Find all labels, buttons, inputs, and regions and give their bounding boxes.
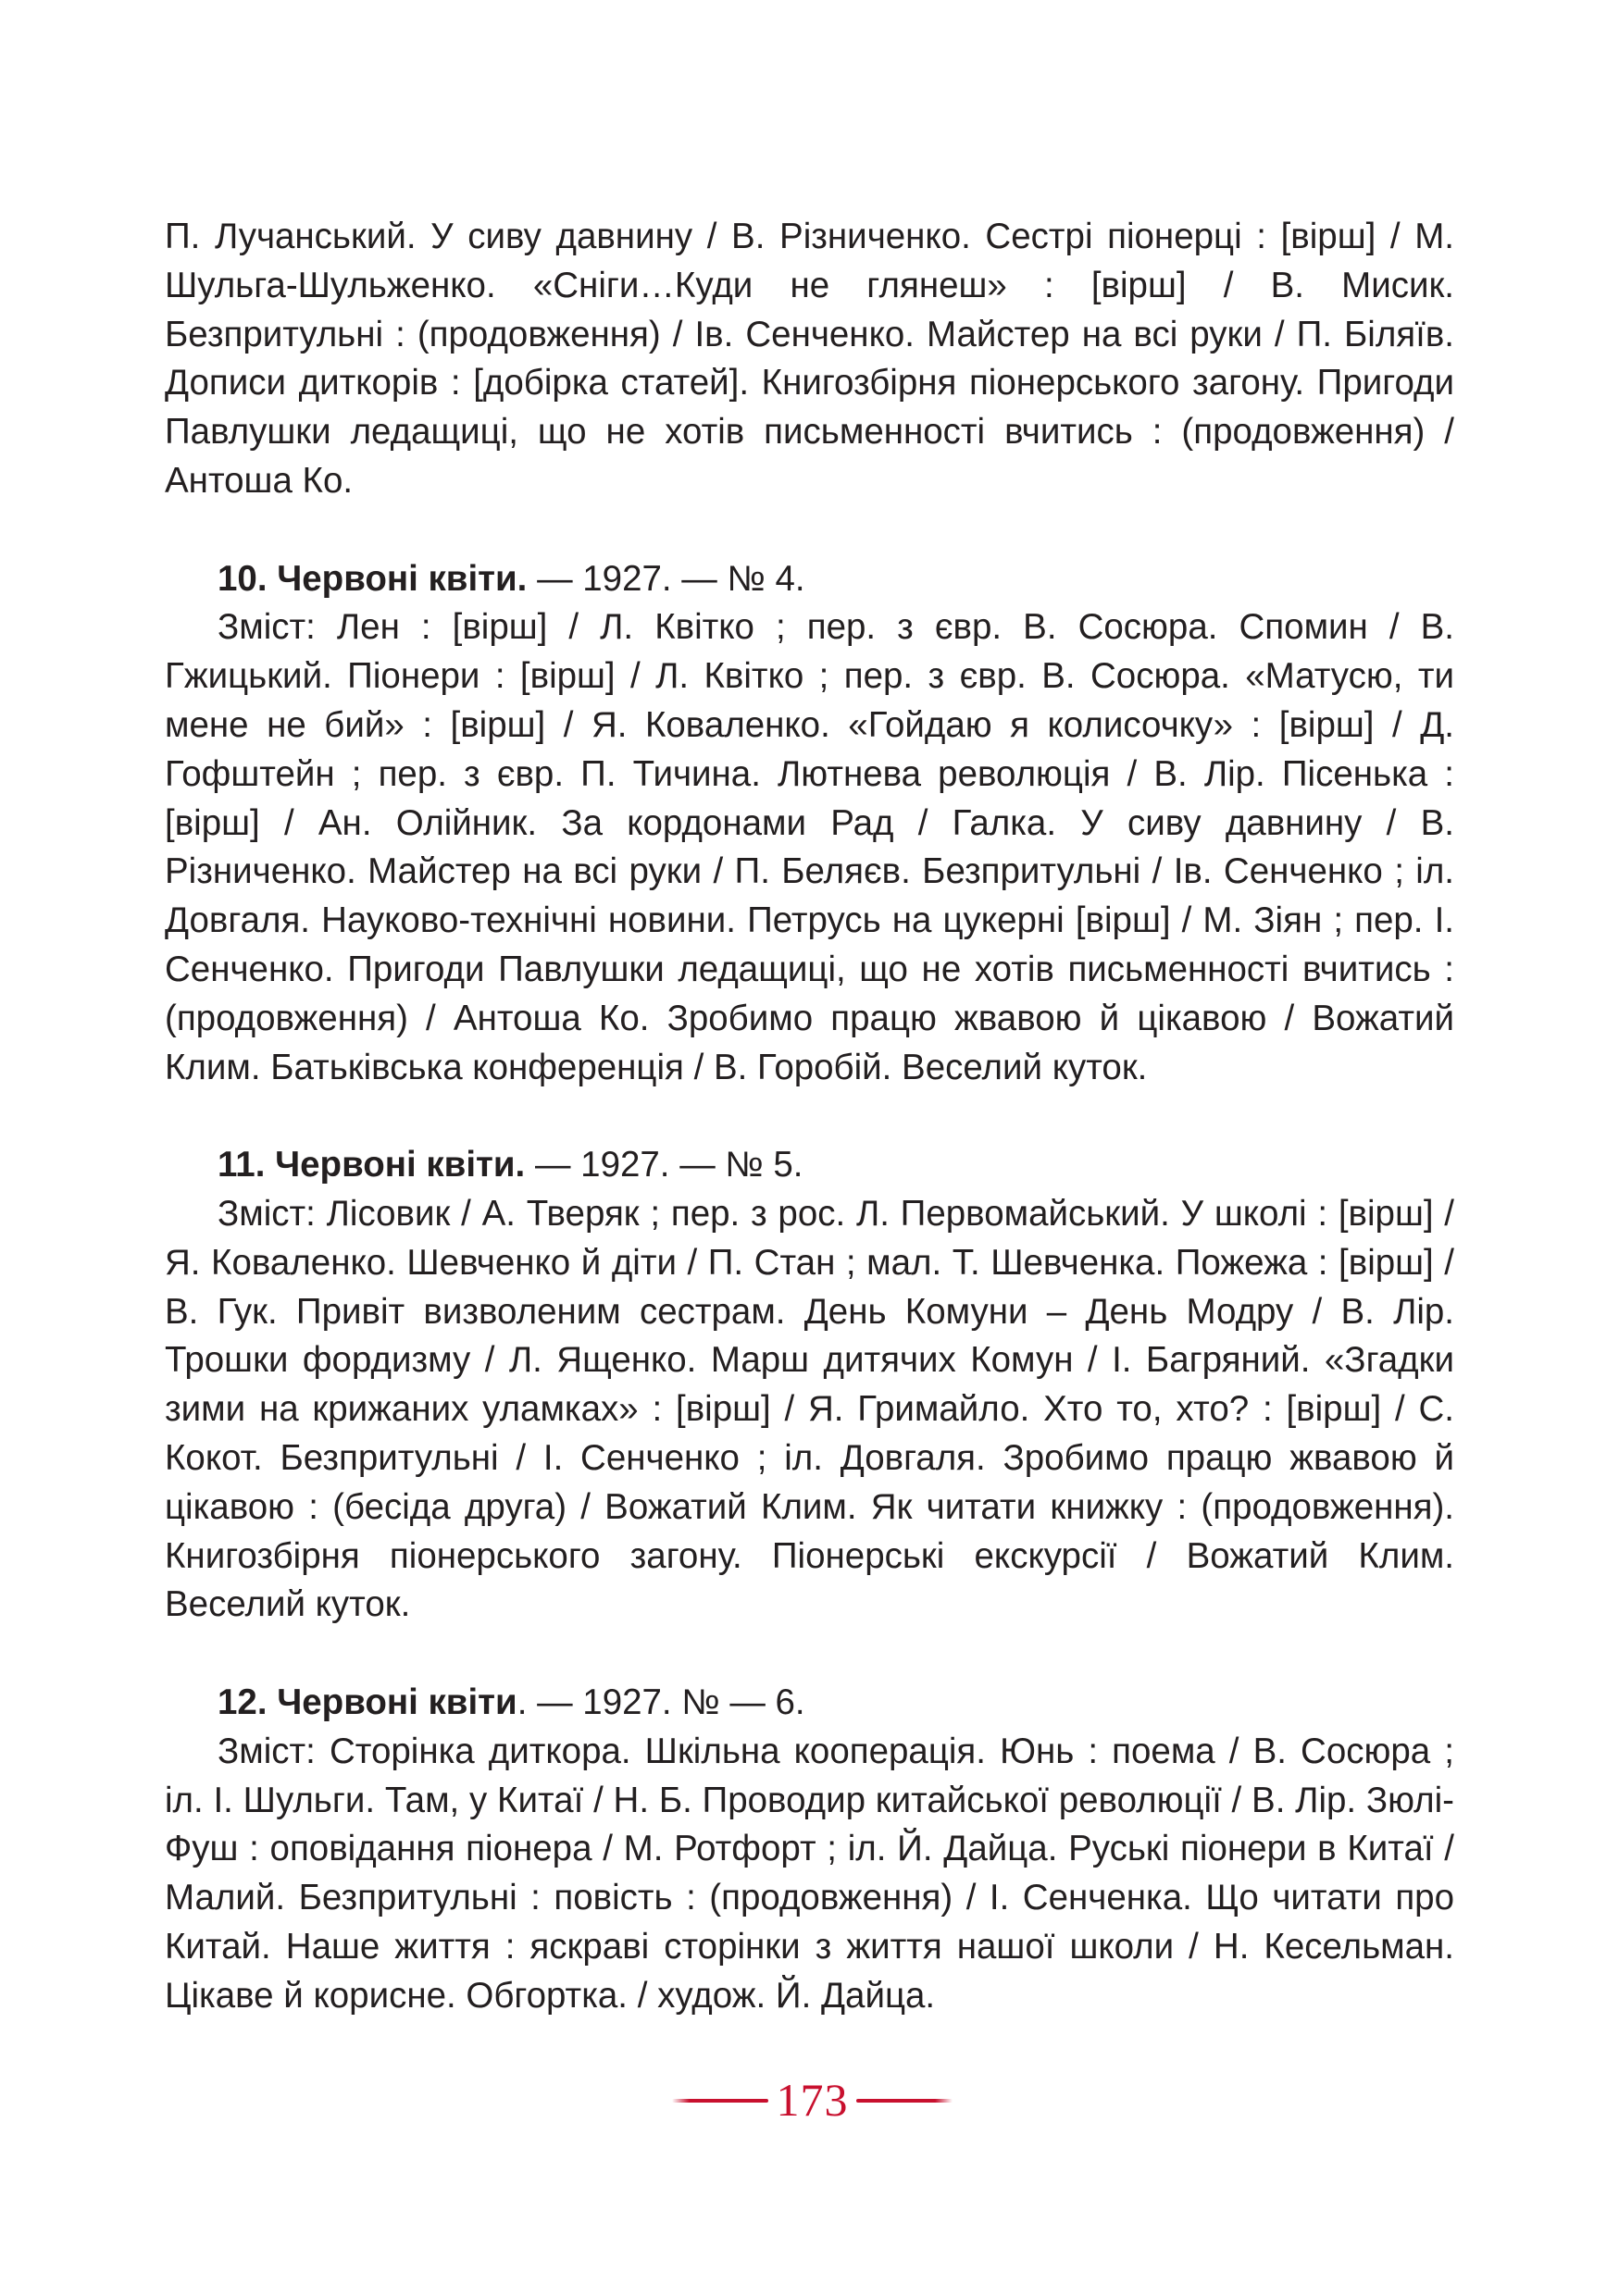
entry-heading [165, 1679, 1454, 1728]
bibliography-entry-12 [165, 1679, 1454, 2021]
entry-issue-info: — 1927. — № 4. [527, 558, 805, 599]
entry-heading [165, 1141, 1454, 1190]
entry-issue-info: . — 1927. № — 6. [517, 1682, 805, 1722]
bibliography-entry-11 [165, 1141, 1454, 1630]
page-footer [0, 2068, 1619, 2133]
entry-title: 12. Червоні квіти [218, 1682, 517, 1722]
bibliography-entry-10 [165, 555, 1454, 1093]
entry-contents: Зміст: Лісовик / А. Тверяк ; пер. з рос. Л. Первомайський. У школі : [вірш] / Я. Коваленко. Шевченко й діти / П. Стан ; мал. Т. Шевченка. Пожежа : [вірш] / В. Гук. Привіт визволеним сестрам. День Комуни – День Модру / В. Лір. Трошки фордизму / Л. Ященко. Марш дитячих Комун / І. Багряний. «Згадки зими на крижаних уламках» : [вірш] / Я. Гримайло. Хто то, хто? : [вірш] / С. Кокот. Безпритульні / І. Сенченко ; іл. Довгаля. Зробимо працю жвавою й цікавою : (бесіда друга) / Вожатий Клим. Як читати книжку : (продовження). Книгозбірня піонерського загону. Піонерські екскурсії / Вожатий Клим. Веселий куток. [165, 1193, 1454, 1625]
continuation-paragraph: П. Лучанський. У сиву давнину / В. Різниченко. Сестрі піонерці : [вірш] / М. Шульга-Шульженко. «Сніги…Куди не глянеш» : [вірш] / В. Мисик. Безпритульні : (продовження) / Ів. Сенченко. Майстер на всі руки / П. Біляїв. Дописи диткорів : [добірка статей]. Книгозбірня піонерського загону. Пригоди Павлушки ледащиці, що не хотів письменності вчитись : (продовження) / Антоша Ко. [165, 217, 1454, 501]
footer-rule-right [856, 2099, 953, 2103]
page-number: 173 [776, 2074, 849, 2126]
footer-rule-left [672, 2099, 768, 2103]
entry-contents: Зміст: Сторінка диткора. Шкільна кооперація. Юнь : поема / В. Сосюра ; іл. І. Шульги. Там, у Китаї / Н. Б. Проводир китайської революції / В. Лір. Зюлі-Фуш : оповідання піонера / М. Ротфорт ; іл. Й. Дайца. Руські піонери в Китаї / Малий. Безпритульні : повість : (продовження) / І. Сенченка. Що читати про Китай. Наше життя : яскраві сторінки з життя нашої школи / Н. Кесельман. Цікаве й корисне. Обгортка. / худож. Й. Дайца. [165, 1731, 1454, 2016]
page-body [165, 213, 1454, 2020]
entry-issue-info: — 1927. — № 5. [525, 1145, 803, 1185]
entry-title: 11. Червоні квіти. [218, 1145, 526, 1185]
entry-contents: Зміст: Лен : [вірш] / Л. Квітко ; пер. з євр. В. Сосюра. Спомин / В. Гжицький. Піонери : [вірш] / Л. Квітко ; пер. з євр. В. Сосюра. «Матусю, ти мене не бий» : [вірш] / Я. Коваленко. «Гойдаю я колисочку» : [вірш] / Д. Гофштейн ; пер. з євр. П. Тичина. Лютнева революція / В. Лір. Пісенька : [вірш] / Ан. Олійник. За кордонами Рад / Галка. У сиву давнину / В. Різниченко. Майстер на всі руки / П. Беляєв. Безпритульні / Ів. Сенченко ; іл. Довгаля. Науково-технічні новини. Петрусь на цукерні [вірш] / М. Зіян ; пер. І. Сенченко. Пригоди Павлушки ледащиці, що не хотів письменності вчитись : (продовження) / Антоша Ко. Зробимо працю жвавою й цікавою / Вожатий Клим. Батьківська конференція / В. Горобій. Веселий куток. [165, 607, 1454, 1087]
entry-heading [165, 555, 1454, 604]
entry-title: 10. Червоні квіти. [218, 558, 528, 599]
